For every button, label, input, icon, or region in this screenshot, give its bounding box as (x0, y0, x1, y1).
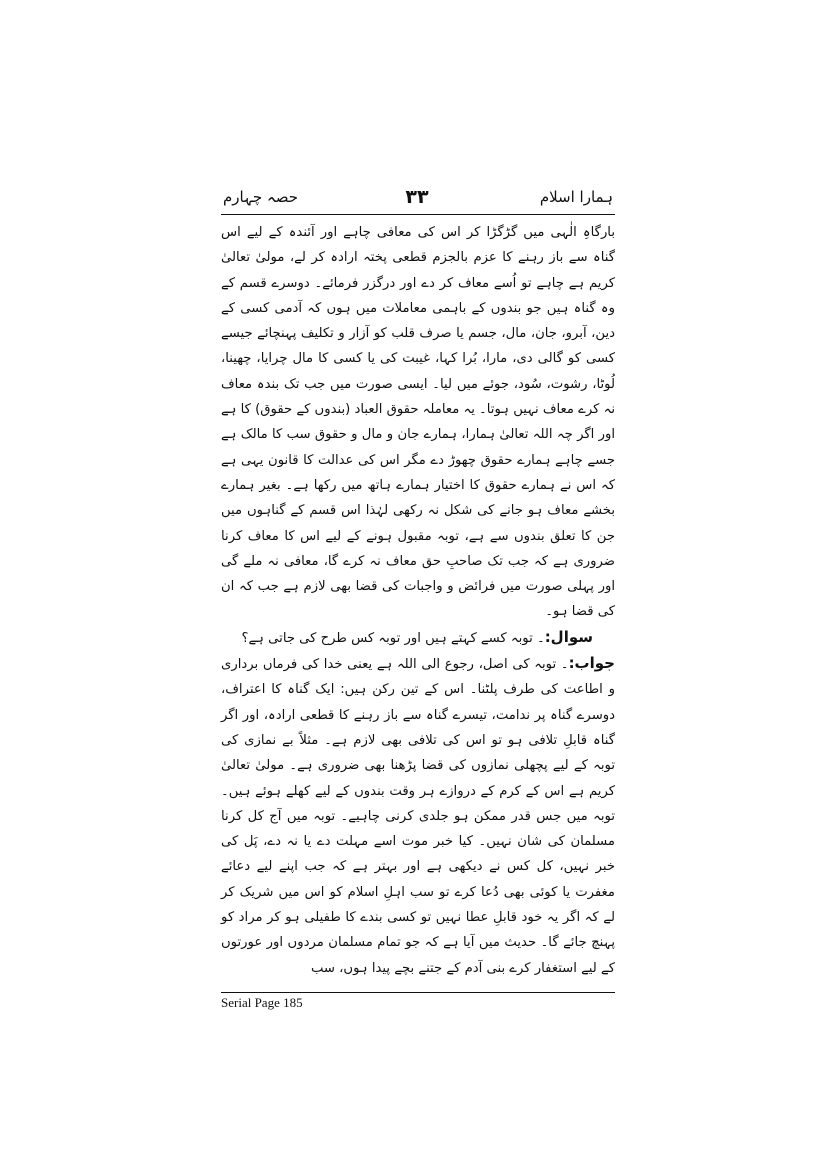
answer-text: ۔ توبہ کی اصل، رجوع الی اللہ ہے یعنی خدا کی فرماں برداری و اطاعت کی طرف پلٹنا۔ اس کے تین رکن ہیں: ایک گناہ کا اعتراف، دوسرے گناہ پر ندامت، تیسرے گناہ سے باز رہنے کا قطعی ارادہ، اور اگر گناہ قابلِ تلافی ہو تو اس کی تلافی بھی لازم ہے۔ مثلاً بے نمازی کی توبہ کے لیے پچھلی نمازوں کی قضا پڑھنا بھی ضروری ہے۔ مولیٰ تعالیٰ کریم ہے اس کے کرم کے دروازے ہر وقت بندوں کے لیے کھلے ہوئے ہیں۔ توبہ میں جس قدر ممکن ہو جلدی کرنی چاہیے۔ توبہ میں آج کل کرنا مسلمان کی شان نہیں۔ کیا خبر موت اسے مہلت دے یا نہ دے، پَل کی خبر نہیں، کل کس نے دیکھی ہے اور بہتر ہے کہ جب اپنے لیے دعائے مغفرت یا کوئی بھی دُعا کرے تو سب اہلِ اسلام کو اس میں شریک کر لے کہ اگر یہ خود قابلِ عطا نہیں تو کسی بندے کا طفیلی ہو کر مراد کو پہنچ جائے گا۔ حدیث میں آیا ہے کہ جو تمام مسلمان مردوں اور عورتوں کے لیے استغفار کرے بنی آدم کے جتنے بچے پیدا ہوں، سب (221, 657, 615, 976)
question-text: ۔ توبہ کسے کہتے ہیں اور توبہ کس طرح کی جاتی ہے؟ (241, 630, 545, 646)
body-paragraph: بارگاہِ الٰہی میں گڑگڑا کر اس کی معافی چاہے اور آئندہ کے لیے اس گناہ سے باز رہنے کا عزم بالجزم قطعی پختہ ارادہ کر لے، مولیٰ تعالیٰ کریم ہے چاہے تو اُسے معاف کر دے اور درگزر فرمائے۔ دوسرے قسم کے وہ گناہ ہیں جو بندوں کے باہمی معاملات میں ہوں کہ آدمی کسی کے دین، آبرو، جان، مال، جسم یا صرف قلب کو آزار و تکلیف پہنچائے جیسے کسی کو گالی دی، مارا، بُرا کہا، غیبت کی یا کسی کا مال چرایا، چھینا، لُوٹا، رشوت، سُود، جوئے میں لیا۔ ایسی صورت میں جب تک بندہ معاف نہ کرے معاف نہیں ہوتا۔ یہ معاملہ حقوق العباد (بندوں کے حقوق) کا ہے اور اگر چہ اللہ تعالیٰ ہمارا، ہمارے جان و مال و حقوق سب کا مالک ہے جسے چاہے ہمارے حقوق چھوڑ دے مگر اس کی عدالت کا قانون یہی ہے کہ اس نے ہمارے حقوق کا اختیار ہمارے ہاتھ میں رکھا ہے۔ بغیر ہمارے بخشے معاف ہو جانے کی شکل نہ رکھی لہٰذا اس قسم کے گناہوں میں جن کا تعلق بندوں سے ہے، توبہ مقبول ہونے کے لیے اس کا معاف کرنا ضروری ہے کہ جب تک صاحبِ حق معاف نہ کرے گا، معافی نہ ملے گی اور پہلی صورت میں فرائض و واجبات کی قضا بھی لازم ہے جب کہ ان کی قضا ہو۔ (221, 225, 615, 620)
page-number: ۳۳ (405, 186, 429, 208)
answer-label: جواب: (568, 654, 615, 673)
page-body (221, 220, 615, 981)
book-title: ہمارا اسلام (539, 188, 613, 206)
answer-paragraph (221, 651, 615, 981)
question-label: سوال: (544, 627, 593, 646)
book-page (221, 186, 615, 1036)
page-header (221, 186, 615, 215)
serial-page-footer: Serial Page 185 (221, 995, 303, 1010)
question-paragraph (221, 625, 615, 651)
footer-divider (221, 992, 615, 993)
part-label: حصہ چہارم (223, 188, 298, 206)
